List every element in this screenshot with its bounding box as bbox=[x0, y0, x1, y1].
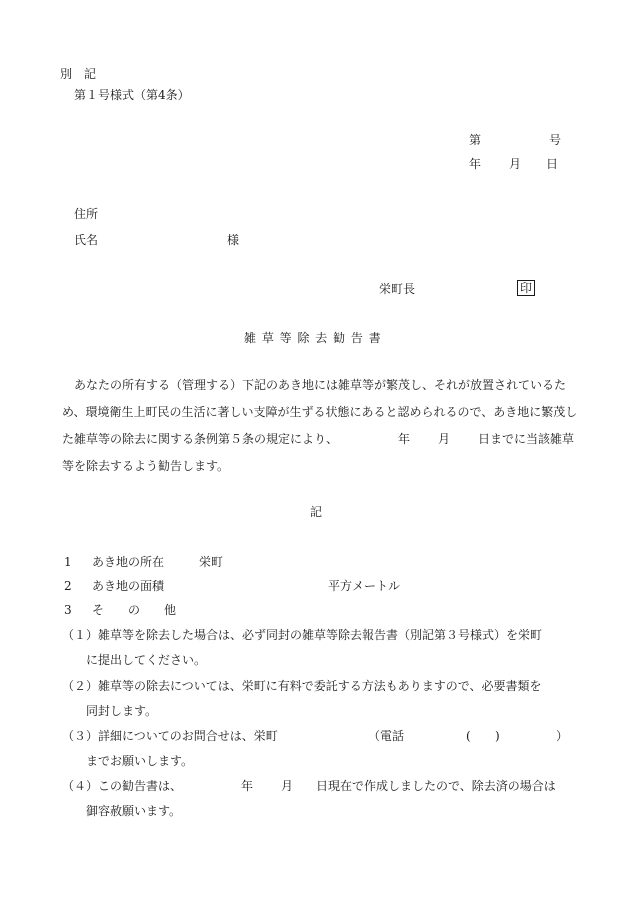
ki-heading: 記 bbox=[310, 505, 323, 519]
note4-year: 年 bbox=[241, 779, 254, 793]
note4-prefix: （４）この勧告書は、 bbox=[62, 779, 183, 793]
note3-bracket-close: ） bbox=[556, 729, 569, 743]
date-year: 年 bbox=[469, 157, 482, 171]
note1-line2: に提出してください。 bbox=[86, 653, 207, 667]
note3-line2: までお願いします。 bbox=[86, 754, 194, 768]
sender-title: 栄町長 bbox=[379, 282, 416, 296]
note3-paren-close: ) bbox=[495, 729, 500, 743]
note4-line2: 御容赦願います。 bbox=[86, 804, 182, 818]
annex-label: 別 記 bbox=[60, 67, 97, 81]
item2-number: 2 bbox=[64, 579, 72, 593]
note2-line1: （２）雑草等の除去については、栄町に有料で委託する方法もありますので、必要書類を bbox=[62, 679, 542, 693]
item1-label: あき地の所在 bbox=[92, 555, 165, 569]
item3-number: 3 bbox=[64, 603, 72, 617]
doc-number-dai: 第 bbox=[469, 133, 482, 147]
note4-month: 月 bbox=[281, 779, 294, 793]
form-label: 第１号様式（第4条） bbox=[74, 88, 190, 102]
item2-label: あき地の面積 bbox=[92, 579, 165, 593]
address-label: 住所 bbox=[74, 207, 99, 221]
note3-phone-label: （電話 bbox=[368, 729, 405, 743]
body-month: 月 bbox=[438, 432, 451, 446]
body-part1: あなたの所有する（管理する）下記のあき地には雑草等が繁茂し、それが放置されているため、環境衛生上町民の生活に著しい支障が生ずる状態にあると認められるので、あき地に繁茂した雑草等の除去に関する条例第５条の規定により、 bbox=[62, 378, 578, 446]
body-part2: 日までに当該雑草等を除去するよう勧告します。 bbox=[62, 432, 575, 473]
item1-value: 栄町 bbox=[199, 555, 224, 569]
date-day: 日 bbox=[546, 157, 559, 171]
item3-label: そ の 他 bbox=[92, 603, 177, 617]
note2-line2: 同封します。 bbox=[86, 704, 158, 718]
note4-rest: 日現在で作成しましたので、除去済の場合は bbox=[316, 779, 556, 793]
item2-unit: 平方メートル bbox=[328, 579, 401, 593]
doc-number-go: 号 bbox=[549, 133, 562, 147]
date-month: 月 bbox=[509, 157, 522, 171]
body-paragraph bbox=[62, 372, 582, 480]
document-title: 雑 草 等 除 去 勧 告 書 bbox=[244, 331, 382, 345]
note3-paren-open: ( bbox=[466, 729, 471, 743]
item1-number: 1 bbox=[64, 555, 72, 569]
body-year: 年 bbox=[398, 432, 411, 446]
note3-prefix: （３）詳細についてのお問合せは、栄町 bbox=[62, 729, 278, 743]
seal-mark: 印 bbox=[517, 280, 535, 296]
note1-line1: （１）雑草等を除去した場合は、必ず同封の雑草等除去報告書（別記第３号様式）を栄町 bbox=[62, 628, 543, 642]
honorific: 様 bbox=[227, 233, 240, 247]
name-label: 氏名 bbox=[74, 233, 99, 247]
